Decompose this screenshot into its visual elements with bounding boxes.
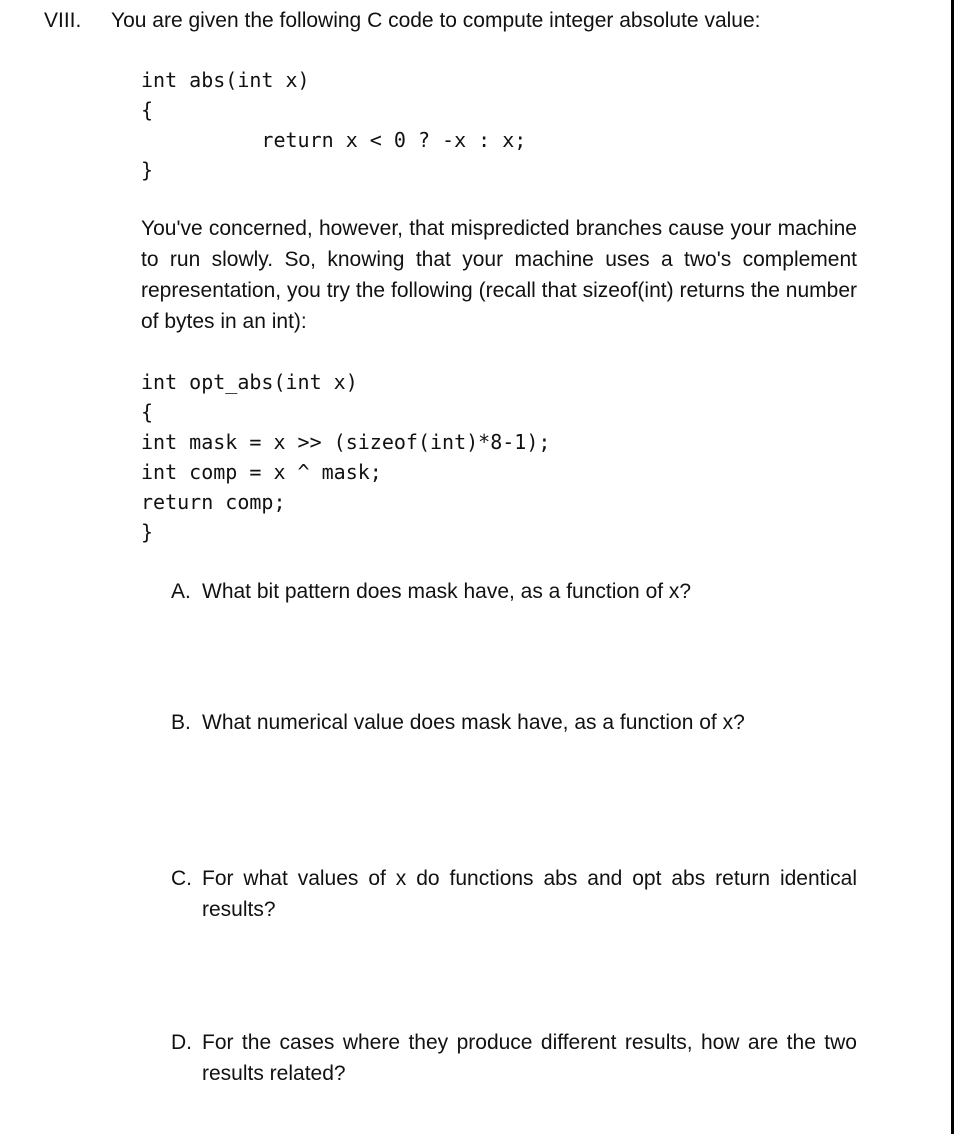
sub-question-letter: C. — [171, 867, 192, 890]
sub-question-letter: B. — [171, 711, 191, 734]
code-block-opt-abs — [141, 367, 550, 547]
code-line: } — [141, 158, 154, 182]
sub-question-text: For the cases where they produce different results, how are the two results related? — [202, 1031, 857, 1085]
page-right-border — [951, 0, 954, 1134]
sub-question-a — [171, 576, 857, 607]
question-intro: You are given the following C code to compute integer absolute value: — [111, 9, 761, 32]
sub-question-letter: D. — [171, 1031, 192, 1054]
code-line: int opt_abs(int x) — [141, 370, 358, 394]
code-block-abs — [141, 65, 526, 185]
code-line: return comp; — [141, 490, 286, 514]
sub-question-letter: A. — [171, 580, 191, 603]
code-line: int abs(int x) — [141, 68, 310, 92]
code-line: { — [141, 98, 154, 122]
sub-question-b — [171, 707, 857, 738]
code-line: int mask = x >> (sizeof(int)*8-1); — [141, 430, 551, 454]
explanation-paragraph: You've concerned, however, that mispredicted branches cause your machine to run slowly. So, knowing that your machine uses a two's complement representation, you try the following (recall that sizeof(int) returns the number of bytes in an int): — [141, 217, 857, 333]
sub-question-text: For what values of x do functions abs and opt abs return identical results? — [202, 867, 857, 921]
code-line: return x < 0 ? -x : x; — [141, 128, 527, 152]
sub-question-text: What bit pattern does mask have, as a function of x? — [202, 580, 692, 603]
sub-question-c — [171, 863, 857, 925]
sub-question-d — [171, 1027, 857, 1089]
code-line: int comp = x ^ mask; — [141, 460, 382, 484]
question-number: VIII. — [44, 9, 82, 32]
code-line: } — [141, 520, 154, 544]
code-line: { — [141, 400, 154, 424]
sub-question-text: What numerical value does mask have, as a function of x? — [202, 711, 745, 734]
